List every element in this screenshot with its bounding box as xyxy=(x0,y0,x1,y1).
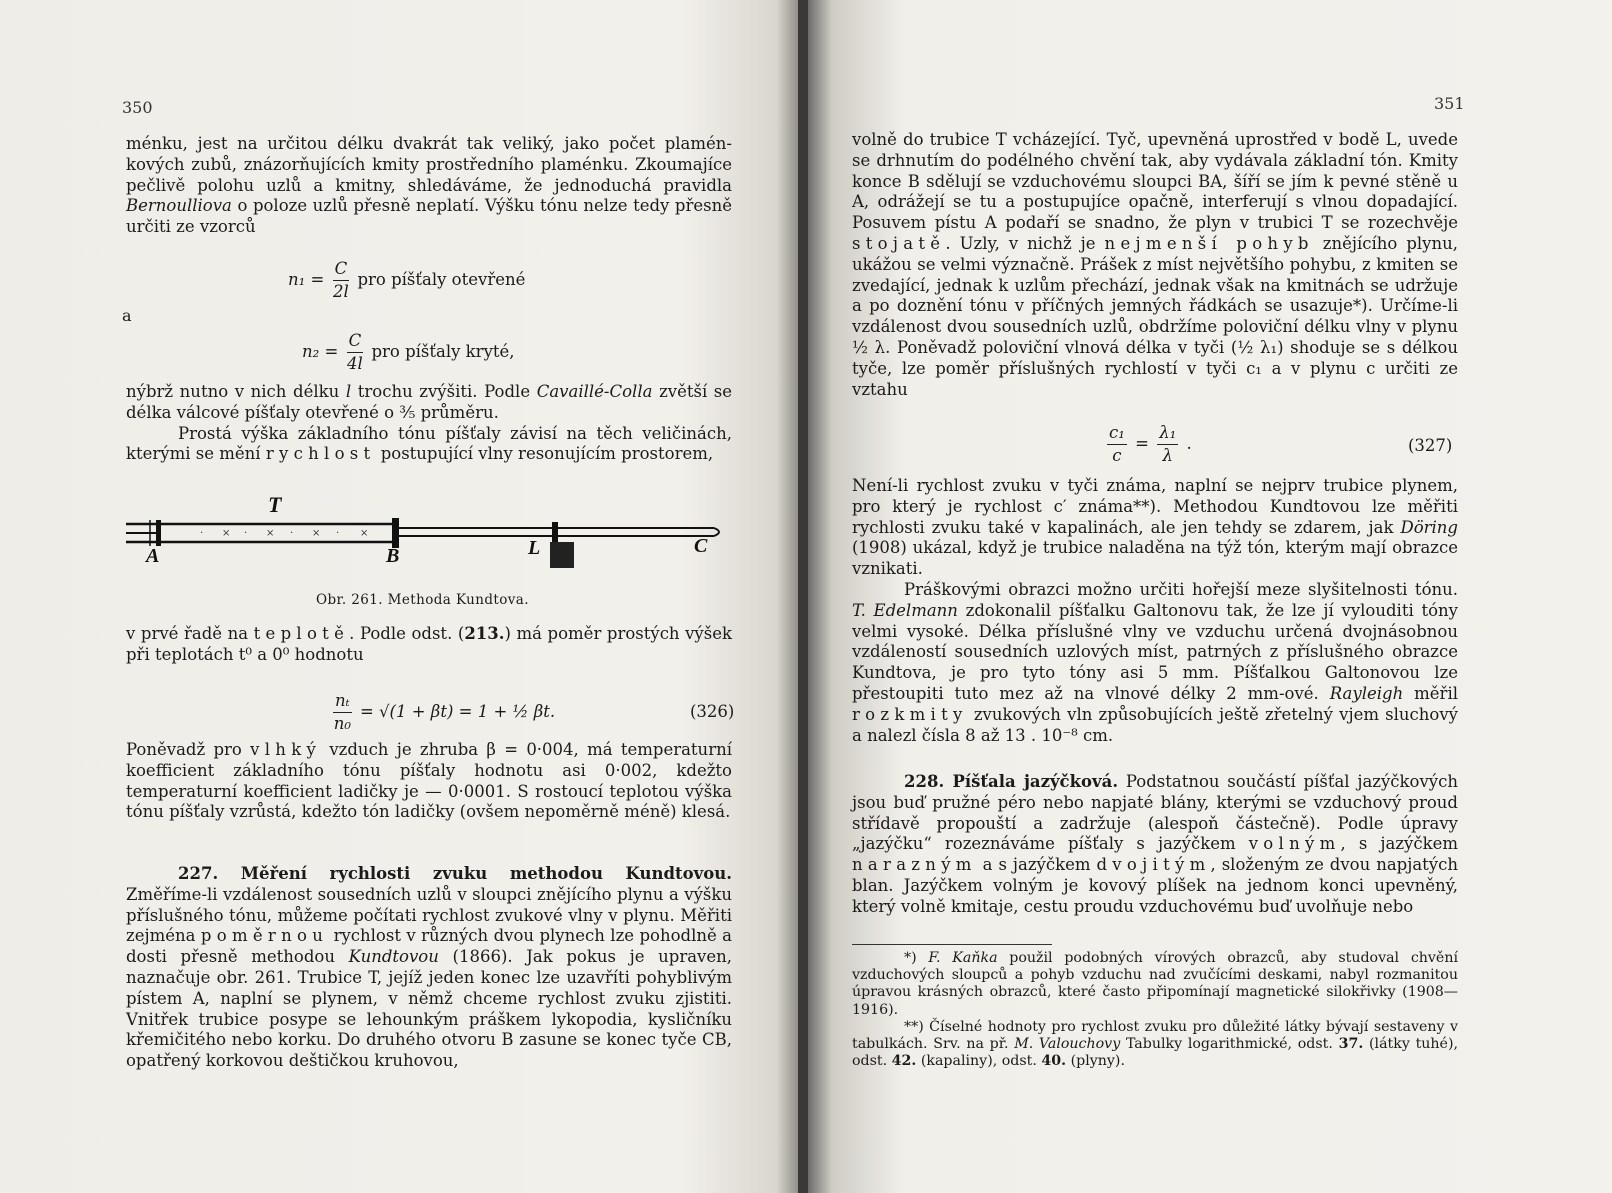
left-para-4: v prvé řadě na teplotě. Podle odst. (213.) má poměr prostých výšek při teplotách t⁰ a 0⁰ hodnotu xyxy=(126,624,732,664)
section-228-heading: 228. Píšťala jazýčková. xyxy=(904,772,1119,791)
formula-open-pipe: n₁ = $\frac{C}{2l}$ pro píšťaly otevřené xyxy=(288,259,526,301)
figure-label-b: B xyxy=(386,545,400,567)
formula-closed-pipe: n₂ = $\frac{C}{4l}$ pro píšťaly kryté, xyxy=(302,331,515,373)
footnote-rule xyxy=(852,944,1052,945)
figure-caption: Obr. 261. Methoda Kundtova. xyxy=(316,592,529,608)
right-page xyxy=(808,0,1612,1193)
section-227-heading: 227. Měření rychlosti zvuku methodou Kundtovou. xyxy=(178,864,732,883)
figure-label-t: T xyxy=(268,492,282,517)
left-para-5: Poněvadž pro vlhký vzduch je zhruba β = 0·004, má temperaturní koefficient základního tónu píšťaly hodnotu asi 0·002, kdežto temperaturní koefficient ladičky je — 0·0001. S rostoucí teplotou výška tónu píšťaly vzrůstá, kdežto tón ladičky (ovšem nepoměrně méně) klesá. xyxy=(126,740,732,822)
left-para-2: nýbrž nutno v nich délku l trochu zvýšiti. Podle Cavaillé-Colla zvětší se délka válcové píšťaly otevřené o ⅗ průměru. Prostá výška základního tónu píšťaly závisí na těch veličinách, kterými se mění rychlost postupující vlny resonujícím prostorem, xyxy=(126,382,733,464)
equation-number-326: (326) xyxy=(690,702,735,721)
section-227: 227. Měření rychlosti zvuku methodou Kundtovou. Změříme-li vzdálenost sousedních uzlů v sloupci znějícího plynu a výšku příslušného tónu, můžeme počítati rychlost zvukové vlny v plynu. Měřiti zejména poměrnou rychlost v různých dvou plynech lze pohodlně a dosti přesně methodou Kundtovou (1866). Jak pokus je upraven, naznačuje obr. 261. Trubice T, jejíž jeden konec lze uzavříti pohyblivým pístem A, naplní se plynem, v němž chceme rychlost zvuku zjistiti. Vnitřek trubice posype se lehounkým práškem lykopodia, kysličníku křemičitého nebo korku. Do druhého otvoru B zasune se konec tyče CB, opatřený korkovou deštičkou kruhovou, xyxy=(126,864,733,1071)
right-para-2: Není-li rychlost zvuku v tyči známa, naplní se nejprv trubice plynem, pro který je rychlost c′ známa**). Methodou Kundtovou lze měřiti rychlosti zvuku také v kapalinách, ale jen tehdy se zdarem, jak Döring (1908) ukázal, když je trubice naladěna na týž tón, kterým mají obrazce vznikati. Práškovými obrazci možno určiti hořejší meze slyšitelnosti tónu. T. Edelmann zdokonalil píšťalku Galtonovu tak, že lze jí vylouditi tóny velmi vysoké. Délka příslušné vlny ve vzduchu určená dvojnásobnou vzdáleností sousedních uzlových míst, patrných z příslušného obrazce Kundtova, je pro tyto tóny asi 5 mm. Píšťalkou Galtonovou lze přestoupiti tuto mez až na vlnové délky 2 mm-ové. Rayleigh měřil rozkmity zvukových vln způsobujících ještě zřetelný vjem sluchový a nalezl čísla 8 až 13 . 10⁻⁸ cm. xyxy=(852,476,1458,745)
section-228: 228. Píšťala jazýčková. Podstatnou součástí píšťal jazýčkových jsou buď pružné péro nebo napjaté blány, kterými se vzduchový proud střídavě propouští a zadržuje (alespoň částečně). Podle úpravy „jazýčku“ rozeznáváme píšťaly s jazýčkem volným, s jazýčkem narazným a s jazýčkem dvojitým, složeným ze dvou napjatých blan. Jazýčkem volným je kovový plíšek na jednom konci upevněný, který volně kmitaje, cestu proudu vzduchovému buď uvolňuje nebo xyxy=(852,772,1459,916)
page-number-right: 351 xyxy=(1434,94,1465,113)
equation-number-327: (327) xyxy=(1408,436,1453,455)
footnote-2: **) Číselné hodnoty pro rychlost zvuku pro důležité látky bývají sestaveny v tabulkách. Srv. na př. M. Valouchovy Tabulky logarithmické, odst. 37. (látky tuhé), odst. 42. (kapaliny), odst. 40. (plyny). xyxy=(852,1018,1458,1070)
svg-text:·: · xyxy=(200,528,204,539)
svg-text:·: · xyxy=(336,528,340,539)
svg-text:×: × xyxy=(266,528,275,539)
formula-327: $\frac{\text{c₁}}{c}$ = $\frac{\text{λ₁}}{\lambda}$ . xyxy=(1109,423,1192,465)
footnote-1: *) F. Kaňka použil podobných vírových obrazců, aby studoval chvění vzduchových sloupců a pohyb vzduchu nad zvučícími deskami, nabyl rozmanitou úpravou krásných obrazců, které často připomínají magnetické silokřivky (1908—1916). xyxy=(852,950,1459,1018)
footnotes xyxy=(852,950,1458,1070)
svg-text:·: · xyxy=(244,528,248,539)
left-page xyxy=(0,0,800,1193)
right-para-1: volně do trubice T vcházející. Tyč, upevněná uprostřed v bodě L, uvede se drhnutím do podélného chvění tak, aby vydávala základní tón. Kmity konce B sdělují se vzduchovému sloupci BA, šíří se jím k pevné stěně u A, odrážejí se tu a postupujíce opačně, interferují s vlnou dopadající. Posuvem pístu A podaří se snadno, že plyn v trubici T se rozechvěje stojatě. Uzly, v nichž je nejmenší pohyb znějícího plynu, ukážou se velmi význačně. Prášek z míst největšího pohybu, z kmiten se zvedající, jednak k uzlům přechází, jednak však na kmitnách se udržuje a po doznění tónu v příčných jemných řádkách se usazuje*). Určíme-li vzdálenost dvou sousedních uzlů, obdržíme poloviční délku vlny v plynu ½ λ. Poněvadž poloviční vlnová délka v tyči (½ λ₁) shoduje se s délkou tyče, lze poměr příslušných rychlostí v tyči c₁ a v plynu c určiti ze vztahu xyxy=(852,130,1458,399)
piston-a xyxy=(156,520,161,546)
figure-label-a: A xyxy=(146,545,160,567)
cork-disc-b xyxy=(392,518,399,548)
figure-label-c: C xyxy=(694,535,708,557)
page-number-left: 350 xyxy=(122,98,153,117)
conjunction-a: a xyxy=(122,306,132,325)
kundt-apparatus-figure xyxy=(120,490,740,580)
svg-text:×: × xyxy=(312,528,321,539)
formula-326: $\frac{\text{nₜ}}{\text{n₀}}$ = √(1 + βt) = 1 + ½ βt. xyxy=(333,691,556,733)
clamp-l xyxy=(550,542,574,568)
figure-label-l: L xyxy=(528,537,541,559)
svg-text:×: × xyxy=(360,528,369,539)
left-para-1: ménku, jest na určitou délku dvakrát tak veliký, jako počet plamén-kových zubů, znázorňujících kmity prostředního plaménku. Zkoumajíce pečlivě polohu uzlů a kmitny, shledáváme, že jednoduchá pravidla Bernoulliova o poloze uzlů přesně neplatí. Výšku tónu nelze tedy přesně určiti ze vzorců xyxy=(126,134,733,237)
svg-text:·: · xyxy=(290,528,294,539)
svg-text:×: × xyxy=(222,528,231,539)
lycopodium-powder xyxy=(200,528,368,539)
